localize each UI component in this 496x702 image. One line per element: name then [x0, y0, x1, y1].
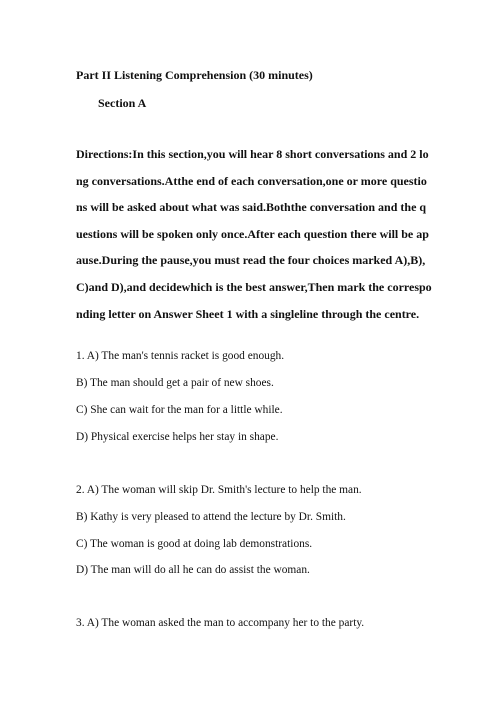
question-option: C) The woman is good at doing lab demonstrations.: [76, 538, 313, 550]
directions-line: ns will be asked about what was said.Boththe conversation and the q: [76, 200, 427, 215]
section-title: Section A: [98, 96, 147, 110]
question-option: B) The man should get a pair of new shoes.: [76, 377, 274, 389]
directions-line: ause.During the pause,you must read the four choices marked A),B),: [76, 253, 426, 268]
directions-line: C)and D),and decidewhich is the best answer,Then mark the correspo: [76, 279, 432, 294]
directions-paragraph: [76, 141, 432, 327]
directions-line: uestions will be spoken only once.After each question there will be ap: [76, 226, 429, 241]
question-option: 3. A) The woman asked the man to accompany her to the party.: [76, 617, 365, 629]
directions-line: Directions:In this section,you will hear 8 short conversations and 2 lo: [76, 147, 429, 161]
question-option: D) The man will do all he can do assist the woman.: [76, 564, 310, 576]
question-option: 1. A) The man's tennis racket is good enough.: [76, 350, 285, 362]
question-option: 2. A) The woman will skip Dr. Smith's lecture to help the man.: [76, 484, 362, 496]
directions-line: nding letter on Answer Sheet 1 with a singleline through the centre.: [76, 306, 420, 321]
question-option: D) Physical exercise helps her stay in shape.: [76, 431, 279, 443]
question-option: C) She can wait for the man for a little while.: [76, 404, 283, 416]
part-title: Part II Listening Comprehension (30 minutes): [76, 68, 313, 82]
directions-line: ng conversations.Atthe end of each conversation,one or more questio: [76, 173, 427, 188]
question-option: B) Kathy is very pleased to attend the lecture by Dr. Smith.: [76, 511, 346, 523]
